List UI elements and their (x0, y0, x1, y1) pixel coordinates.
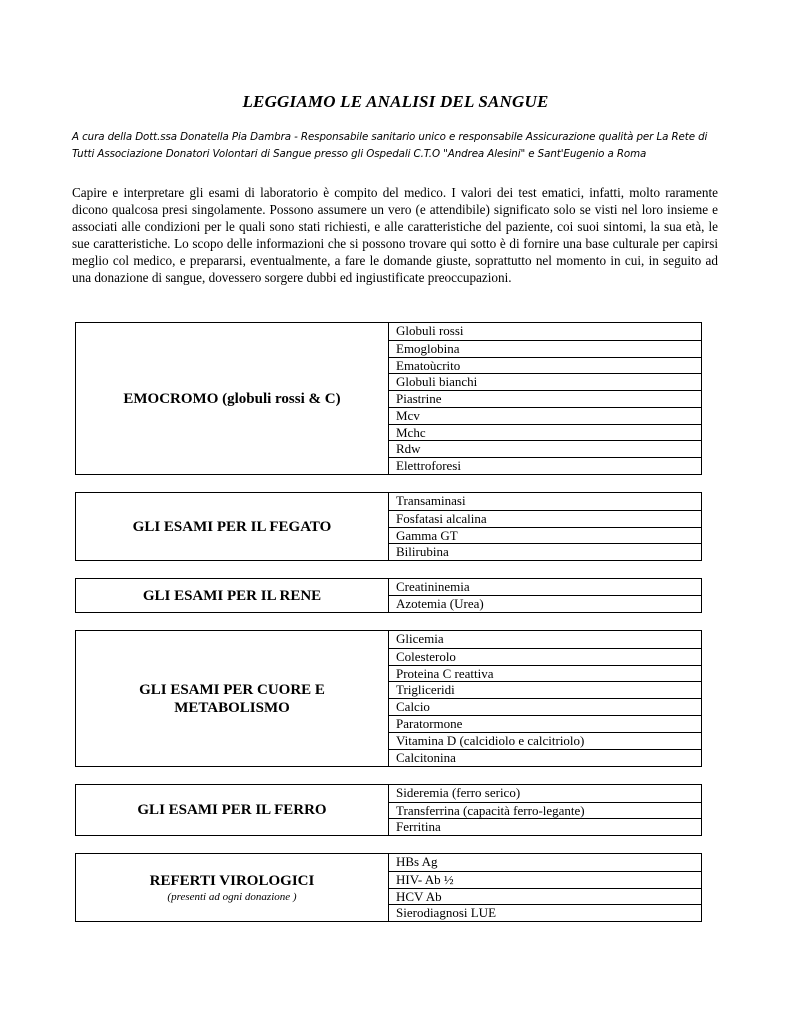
exam-item: Globuli bianchi (389, 373, 701, 390)
exam-item: Bilirubina (389, 543, 701, 560)
exam-item: Calcio (389, 698, 701, 715)
exam-item: Transferrina (capacità ferro-legante) (389, 802, 701, 819)
exam-item: Creatininemia (396, 579, 470, 594)
exam-item: Ematoùcrito (389, 357, 701, 374)
section-heading-cell (76, 493, 389, 560)
section-rene (75, 578, 702, 613)
exam-item: Sideremia (ferro serico) (396, 785, 521, 800)
intro-paragraph: Capire e interpretare gli esami di laboratorio è compito del medico. I valori dei test ematici, infatti, molto raramente dicono qualcosa presi singolamente. Possono assumere un vero (e attendibile) significato solo se visti nel loro insieme e associati alle condizioni per le quali sono stati richiesti, e alle caratteristiche del paziente, coi suoi sintomi, la sua età, le sue caratteristiche. Lo scopo delle informazioni che si possono trovare qui sotto è di fornire una base culturale per capirsi meglio col medico, e prepararsi, eventualmente, a fare le domande giuste, soprattutto nel momento in cui, in seguito ad una donazione di sangue, dovessero sorgere dubbi ed ingiustificate preoccupazioni. (72, 185, 718, 285)
exam-item: Transaminasi (396, 493, 466, 508)
section-heading: REFERTI VIROLOGICI (149, 872, 315, 889)
section-heading-cell (76, 631, 389, 766)
section-heading: GLI ESAMI PER IL FEGATO (132, 518, 332, 535)
section-heading: GLI ESAMI PER IL RENE (142, 587, 322, 604)
exam-list (389, 493, 701, 560)
exam-item: HIV- Ab ½ (389, 871, 701, 888)
author-credit: A cura della Dott.ssa Donatella Pia Dambra - Responsabile sanitario unico e responsabile Assicurazione qualità per La Rete di Tutti Associazione Donatori Volontari di Sangue presso gli Ospedali C.T.O "Andrea Alesini" e Sant'Eugenio a Roma (72, 131, 708, 160)
exam-item: Ferritina (389, 818, 701, 835)
exam-item: Mchc (389, 424, 701, 441)
section-referti-virologici (75, 853, 702, 922)
exam-list (389, 854, 701, 921)
exam-item: Gamma GT (389, 527, 701, 544)
exam-item: Calcitonina (389, 749, 701, 766)
exam-item: Elettroforesi (389, 457, 701, 474)
exam-item: Azotemia (Urea) (389, 595, 701, 612)
section-heading: GLI ESAMI PER CUORE E METABOLISMO (139, 681, 325, 716)
section-heading-cell (76, 579, 389, 612)
section-heading-cell (76, 323, 389, 474)
exam-item: Mcv (389, 407, 701, 424)
exam-list (389, 323, 701, 474)
exam-item: Rdw (389, 440, 701, 457)
section-fegato (75, 492, 702, 561)
section-heading-cell (76, 854, 389, 921)
exam-item: Trigliceridi (389, 681, 701, 698)
section-emocromo (75, 322, 702, 475)
exam-item: HBs Ag (396, 854, 438, 869)
section-note: (presenti ad ogni donazione ) (167, 890, 297, 903)
exam-item: Sierodiagnosi LUE (389, 904, 701, 921)
section-heading: GLI ESAMI PER IL FERRO (137, 802, 327, 818)
section-ferro (75, 784, 702, 836)
exam-item: Glicemia (396, 631, 444, 646)
document-title: LEGGIAMO LE ANALISI DEL SANGUE (242, 92, 549, 111)
exam-item: HCV Ab (389, 888, 701, 905)
exam-list (389, 785, 701, 835)
exam-item: Piastrine (389, 390, 701, 407)
exam-item: Globuli rossi (396, 323, 464, 338)
section-heading: EMOCROMO (globuli rossi & C) (123, 390, 341, 407)
exam-item: Paratormone (389, 715, 701, 732)
exam-item: Fosfatasi alcalina (389, 510, 701, 527)
exam-list (389, 579, 701, 612)
exam-item: Emoglobina (389, 340, 701, 357)
section-cuore-metabolismo (75, 630, 702, 767)
exam-item: Colesterolo (389, 648, 701, 665)
exam-item: Proteina C reattiva (389, 665, 701, 682)
exam-list (389, 631, 701, 766)
section-heading-cell (76, 785, 389, 835)
exam-item: Vitamina D (calcidiolo e calcitriolo) (389, 732, 701, 749)
